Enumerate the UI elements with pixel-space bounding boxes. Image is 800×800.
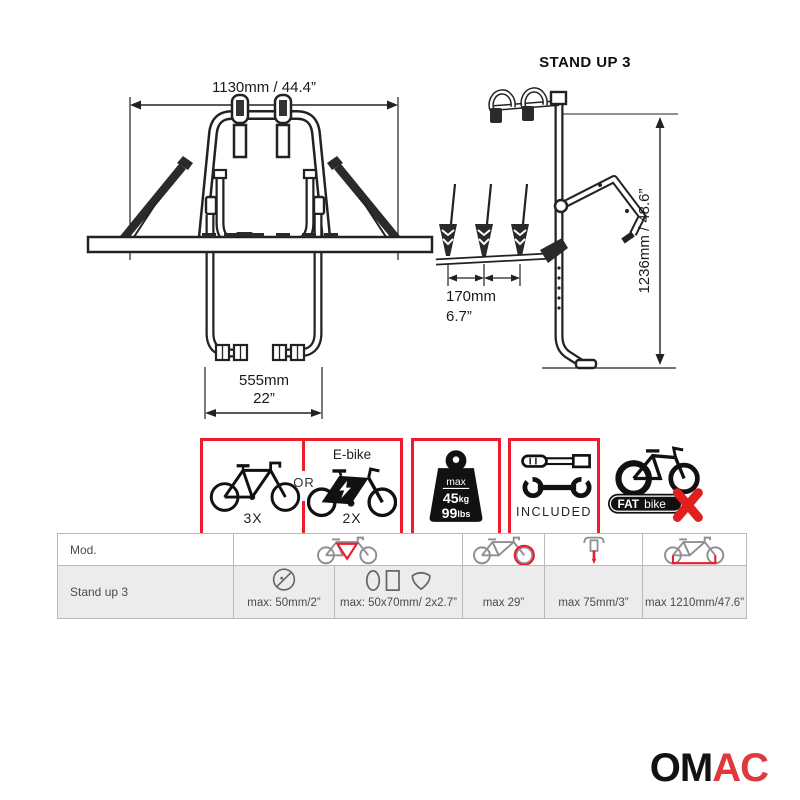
or-label: OR xyxy=(293,475,315,490)
bike-label: bike xyxy=(644,496,666,511)
bike-capacity-badge xyxy=(200,438,403,536)
spacing-dimension-in-label: 6.7” xyxy=(446,308,472,325)
support-arms xyxy=(108,156,412,244)
table-cell-seatpost xyxy=(544,566,642,618)
table-cell-frame-profile xyxy=(334,566,462,618)
tube-diameter-value: max: 50mm/2” xyxy=(247,597,321,609)
seatpost-icon xyxy=(582,535,606,565)
frame-mount-icon xyxy=(313,535,383,565)
weight-limit-icon xyxy=(423,447,489,527)
bike-count-label: 3X xyxy=(243,510,263,526)
table-row-model-name: Stand up 3 xyxy=(58,566,233,618)
table-header-frame-mount xyxy=(233,534,462,566)
table-cell-wheelbase xyxy=(642,566,746,618)
product-title: STAND UP 3 xyxy=(539,54,631,71)
ebike-count-label: 2X xyxy=(342,510,362,526)
seatpost-value: max 75mm/3” xyxy=(558,597,629,609)
weight-max-label: max xyxy=(446,477,466,489)
base-dimension-in-label: 22” xyxy=(253,390,275,407)
wheelbase-icon xyxy=(660,535,730,565)
wheel-cradles xyxy=(439,224,529,256)
table-cell-wheel-size xyxy=(462,566,544,618)
table-header-seatpost xyxy=(544,534,642,566)
svg-text:45kg: 45kg xyxy=(442,490,470,507)
tube-diameter-icon xyxy=(270,566,298,593)
brand-logo xyxy=(650,748,768,788)
svg-text:99lbs: 99lbs xyxy=(441,505,471,522)
spec-table xyxy=(57,533,747,619)
height-dimension-label: 1236mm / 48.6” xyxy=(636,188,653,294)
logo-red-part: AC xyxy=(712,746,768,790)
front-view-drawing xyxy=(60,75,440,420)
wheel-size-icon xyxy=(469,535,539,565)
fat-label: FAT xyxy=(617,496,640,511)
ebike-title: E-bike xyxy=(332,447,372,462)
strap-buckles xyxy=(216,345,304,360)
spacing-dimension-mm-label: 170mm xyxy=(446,288,497,305)
table-header-wheel-size xyxy=(462,534,544,566)
table-header-wheelbase xyxy=(642,534,746,566)
included-label: INCLUDED xyxy=(516,505,592,519)
table-cell-tube-diameter xyxy=(233,566,334,618)
base-dimension-mm-label: 555mm xyxy=(238,372,290,389)
wheelbase-value: max 1210mm/47.6” xyxy=(644,597,745,609)
spacing-dimension xyxy=(448,264,520,286)
frame-profile-value: max: 50x70mm/ 2x2.7” xyxy=(340,597,457,609)
tools-included-badge xyxy=(508,438,600,536)
logo-black-part: OM xyxy=(649,746,713,790)
tools-included-icon xyxy=(520,453,594,499)
width-dimension-label: 1130mm / 44.4” xyxy=(212,79,316,96)
frame-profile-shapes-icon xyxy=(363,568,435,593)
fat-bike-excluded-badge xyxy=(608,442,705,538)
feature-badges-row xyxy=(200,438,705,542)
fat-bike-icon xyxy=(608,442,705,534)
weight-limit-badge xyxy=(411,438,501,536)
height-dimension xyxy=(656,117,665,365)
table-header-model: Mod. xyxy=(58,534,233,566)
side-view-drawing xyxy=(430,80,710,380)
wheel-size-value: max 29” xyxy=(482,597,525,609)
